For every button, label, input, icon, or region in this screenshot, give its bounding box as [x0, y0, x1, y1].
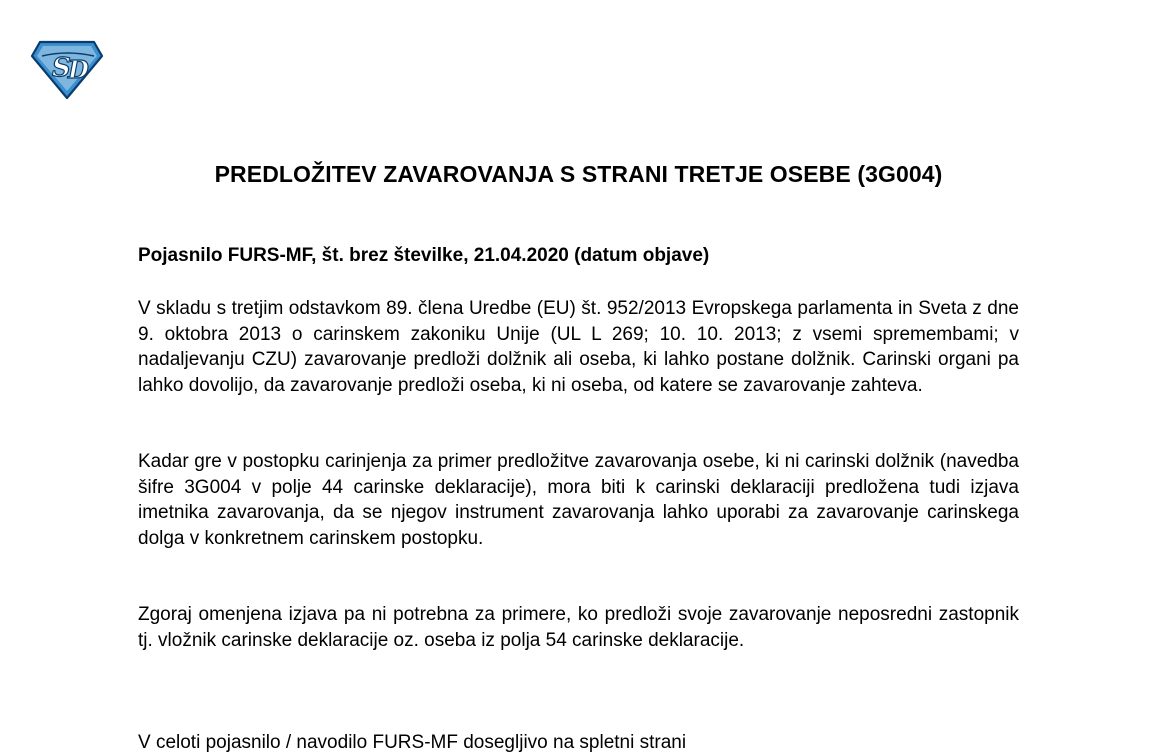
document-subtitle: Pojasnilo FURS-MF, št. brez številke, 21.04.2020 (datum objave)	[138, 245, 710, 266]
paragraph-1: V skladu s tretjim odstavkom 89. člena Uredbe (EU) št. 952/2013 Evropskega parlamenta in Sveta z dne 9. oktobra 2013 o carinskem zakoniku Unije (UL L 269; 10. 10. 2013; z vsemi spremembami; v nadaljevanju CZU) zavarovanje predloži dolžnik ali oseba, ki lahko postane dolžnik. Carinski organi pa lahko dovolijo, da zavarovanje predloži oseba, ki ni oseba, od katere se zavarovanje zahteva.	[138, 298, 1019, 396]
paragraph-2: Kadar gre v postopku carinjenja za primer predložitve zavarovanja osebe, ki ni carinski dolžnik (navedba šifre 3G004 v polje 44 carinske deklaracije), mora biti k carinski deklaraciji predložena tudi izjava imetnika zavarovanja, da se njegov instrument zavarovanja lahko uporabi za zavarovanje carinskega dolga v konkretnem carinskem postopku.	[138, 451, 1019, 549]
paragraph-3: Zgoraj omenjena izjava pa ni potrebna za primere, ko predloži svoje zavarovanje neposredni zastopnik tj. vložnik carinske deklaracije oz. oseba iz polja 54 carinske deklaracije.	[138, 604, 1019, 651]
svg-text:D: D	[68, 55, 89, 84]
company-logo	[30, 40, 104, 100]
diamond-shield-logo-icon	[30, 40, 104, 100]
paragraph-4: V celoti pojasnilo / navodilo FURS-MF dosegljivo na spletni strani	[138, 732, 687, 753]
svg-text:S: S	[52, 53, 71, 83]
document-title: PREDLOŽITEV ZAVAROVANJA S STRANI TRETJE OSEBE (3G004)	[214, 161, 943, 187]
